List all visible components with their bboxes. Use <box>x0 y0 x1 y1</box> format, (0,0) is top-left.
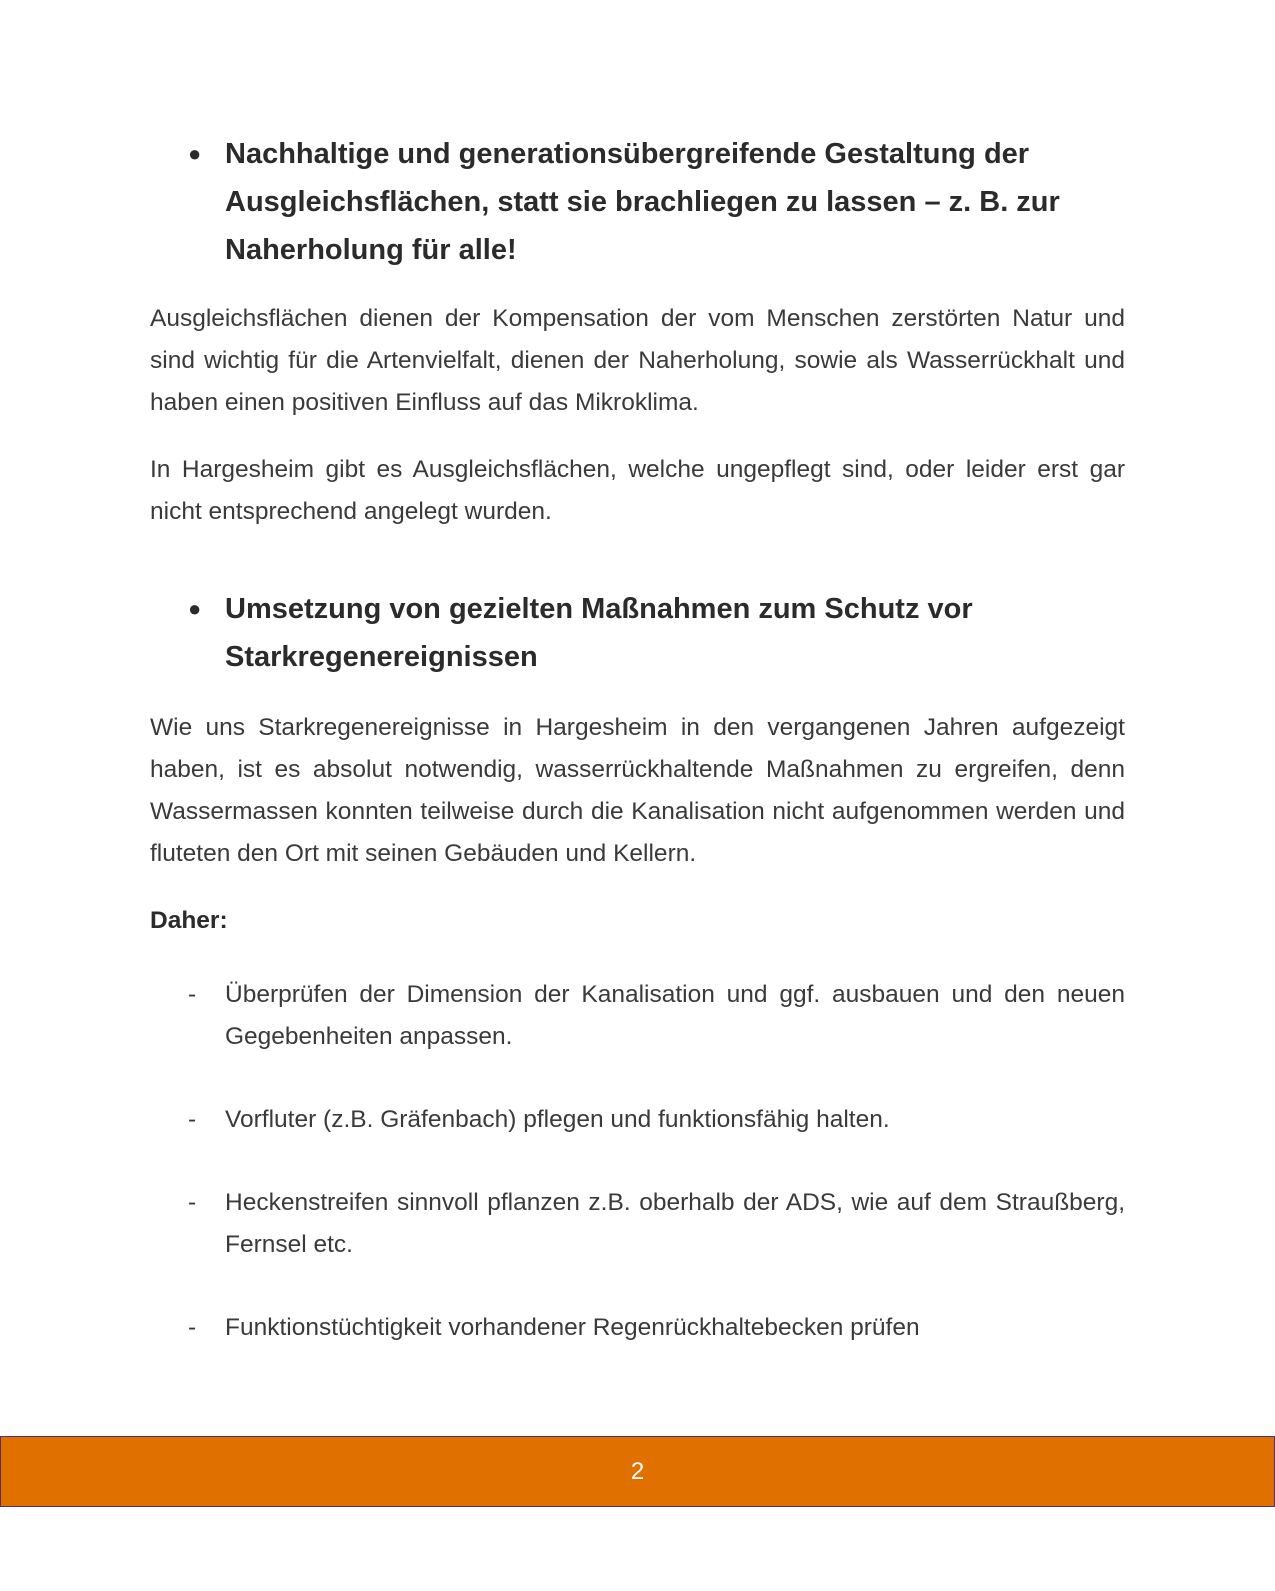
measures-list <box>150 974 1125 1349</box>
section-heading-ausgleichsflaechen <box>188 130 1125 274</box>
heading-text: Nachhaltige und generationsübergreifende Gestaltung der Ausgleichsflächen, statt sie brachliegen zu lassen – z. B. zur Naherholung für alle! <box>225 138 1060 266</box>
list-item <box>188 1182 1125 1266</box>
dash-marker: - <box>188 1106 197 1133</box>
paragraph: In Hargesheim gibt es Ausgleichsflächen, welche ungepflegt sind, oder leider erst gar nicht entsprechend angelegt wurden. <box>150 456 1125 525</box>
list-item <box>188 974 1125 1058</box>
heading-text: Umsetzung von gezielten Maßnahmen zum Schutz vor Starkregenereignissen <box>225 593 973 673</box>
page-content <box>150 130 1125 1349</box>
list-item <box>188 1307 1125 1349</box>
bullet-icon: ● <box>188 141 202 166</box>
page-footer <box>0 1436 1275 1507</box>
list-item-text: Heckenstreifen sinnvoll pflanzen z.B. oberhalb der ADS, wie auf dem Straußberg, Fernsel etc. <box>225 1189 1125 1258</box>
list-item <box>188 1099 1125 1141</box>
paragraph: Ausgleichsflächen dienen der Kompensation der vom Menschen zerstörten Natur und sind wichtig für die Artenvielfalt, dienen der Naherholung, sowie als Wasserrückhalt und haben einen positiven Einfluss auf das Mikroklima. <box>150 305 1125 416</box>
list-item-text: Überprüfen der Dimension der Kanalisation und ggf. ausbauen und den neuen Gegebenheiten anpassen. <box>225 981 1125 1050</box>
bullet-icon: ● <box>188 596 202 621</box>
page-number: 2 <box>630 1457 645 1485</box>
dash-marker: - <box>188 1314 197 1341</box>
list-item-text: Vorfluter (z.B. Gräfenbach) pflegen und funktionsfähig halten. <box>225 1106 890 1133</box>
list-item-text: Funktionstüchtigkeit vorhandener Regenrückhaltebecken prüfen <box>225 1314 920 1341</box>
daher-label: Daher: <box>150 907 228 934</box>
dash-marker: - <box>188 981 197 1008</box>
dash-marker: - <box>188 1189 197 1216</box>
section-heading-starkregen <box>188 585 1125 681</box>
paragraph: Wie uns Starkregenereignisse in Hargesheim in den vergangenen Jahren aufgezeigt haben, ist es absolut notwendig, wasserrückhaltende Maßnahmen zu ergreifen, denn Wassermassen konnten teilweise durch die Kanalisation nicht aufgenommen werden und fluteten den Ort mit seinen Gebäuden und Kellern. <box>150 714 1125 867</box>
